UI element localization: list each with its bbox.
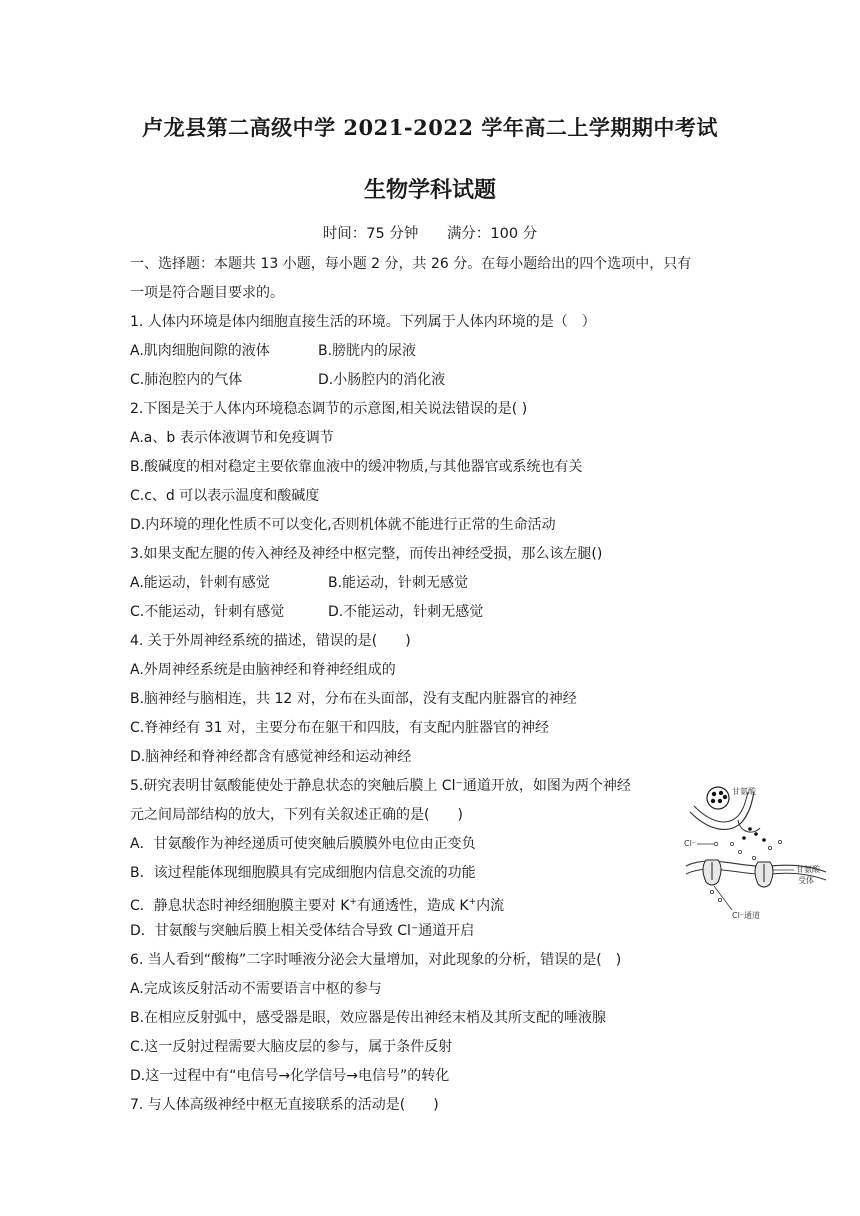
- q5-option-c-part2: 有通透性，造成 K: [356, 898, 469, 914]
- chloride-ion: [710, 890, 713, 893]
- label-receptor-line1: 甘氨酸: [796, 865, 820, 874]
- q2-option-c: C.c、d 可以表示温度和酸碱度: [130, 488, 320, 504]
- q1-option-d: D.小肠腔内的消化液: [318, 372, 446, 388]
- q1-stem: 1. 人体内环境是体内细胞直接生活的环境。下列属于人体内环境的是（ ）: [130, 314, 596, 330]
- label-channel: Cl⁻通道: [732, 911, 761, 920]
- q7-stem: 7. 与人体高级神经中枢无直接联系的活动是( ): [130, 1097, 439, 1113]
- superscript-plus: +: [349, 897, 357, 907]
- q2-option-d: D.内环境的理化性质不可以变化,否则机体就不能进行正常的生命活动: [130, 517, 556, 533]
- glycine-molecule: [754, 832, 758, 836]
- vesicle-dot: [711, 799, 715, 803]
- q6-option-c: C.这一反射过程需要大脑皮层的参与，属于条件反射: [130, 1039, 453, 1055]
- q6-stem: 6. 当人看到“酸梅”二字时唾液分泌会大量增加，对此现象的分析，错误的是( ): [130, 952, 622, 968]
- q3-option-d: D.不能运动，针刺无感觉: [328, 604, 484, 620]
- q3-stem: 3.如果支配左腿的传入神经及神经中枢完整，而传出神经受损，那么该左腿(): [130, 546, 603, 562]
- q4-stem: 4. 关于外周神经系统的描述，错误的是( ): [130, 633, 411, 649]
- glycine-molecule: [742, 836, 746, 840]
- vesicle-dot: [712, 792, 716, 796]
- q4-option-a: A.外周神经系统是由脑神经和脊神经组成的: [130, 662, 396, 678]
- q4-option-c: C.脊神经有 31 对，主要分布在躯干和四肢，有支配内脏器官的神经: [130, 720, 549, 736]
- chloride-ion: [778, 840, 781, 843]
- q6-option-a: A.完成该反射活动不需要语言中枢的参与: [130, 981, 382, 997]
- q1-options-row1: [130, 342, 417, 360]
- label-cl: Cl⁻: [684, 839, 697, 848]
- vesicle-dot: [718, 799, 722, 803]
- q5-stem-line1: 5.研究表明甘氨酸能使处于静息状态的突触后膜上 Cl⁻通道开放，如图为两个神经: [130, 778, 631, 794]
- q1-options-row2: [130, 371, 446, 389]
- q5-option-c: [130, 893, 504, 915]
- q4-option-d: D.脑神经和脊神经都含有感觉神经和运动神经: [130, 749, 412, 765]
- chloride-ion: [718, 898, 721, 901]
- vesicle-dot: [719, 791, 723, 795]
- glycine-molecule: [762, 838, 766, 842]
- q3-options-row2: [130, 603, 484, 621]
- q1-option-a: A.肌肉细胞间隙的液体: [130, 343, 270, 359]
- q6-option-b: B.在相应反射弧中，感受器是眼，效应器是传出神经末梢及其所支配的唾液腺: [130, 1010, 607, 1026]
- exam-time: 时间：75 分钟: [322, 226, 419, 242]
- synapse-diagram: [680, 782, 830, 930]
- exam-title: 卢龙县第二高级中学 2021-2022 学年高二上学期期中考试: [142, 115, 718, 140]
- q2-stem: 2.下图是关于人体内环境稳态调节的示意图,相关说法错误的是( ): [130, 401, 528, 417]
- label-channel-leader: [714, 886, 732, 910]
- q5-option-c-part1: C．静息状态时神经细胞膜主要对 K: [130, 898, 350, 914]
- q5-option-b: B．该过程能体现细胞膜具有完成细胞内信息交流的功能: [130, 865, 476, 881]
- q3-option-b: B.能运动，针刺无感觉: [328, 575, 469, 591]
- q2-option-b: B.酸碱度的相对稳定主要依靠血液中的缓冲物质,与其他器官或系统也有关: [130, 459, 583, 475]
- q1-option-c: C.肺泡腔内的气体: [130, 372, 243, 388]
- q2-option-a: A.a、b 表示体液调节和免疫调节: [130, 430, 334, 446]
- section-intro-line2: 一项是符合题目要求的。: [130, 285, 284, 301]
- label-receptor-line2: 受体: [798, 876, 814, 885]
- q3-option-c: C.不能运动，针刺有感觉: [130, 604, 285, 620]
- exam-subtitle: 生物学科试题: [363, 177, 496, 203]
- synapse-diagram-svg: [680, 782, 830, 930]
- chloride-ion: [730, 842, 733, 845]
- q5-option-a: A．甘氨酸作为神经递质可使突触后膜膜外电位由正变负: [130, 836, 476, 852]
- chloride-ion: [714, 842, 718, 846]
- vesicle-dot: [723, 795, 727, 799]
- label-glycine: 甘氨酸: [732, 787, 756, 796]
- section-intro-line1: 一、选择题：本题共 13 小题，每小题 2 分，共 26 分。在每小题给出的四个选项中，只有: [130, 256, 692, 272]
- q5-option-d: D．甘氨酸与突触后膜上相关受体结合导致 Cl⁻通道开启: [130, 923, 475, 939]
- q6-option-d: D.这一过程中有“电信号→化学信号→电信号”的转化: [130, 1068, 450, 1084]
- exam-meta: [0, 222, 860, 243]
- superscript-plus: +: [468, 897, 477, 907]
- q1-option-b: B.膀胱内的尿液: [318, 343, 417, 359]
- exam-score: 满分：100 分: [446, 226, 538, 242]
- glycine-molecule: [748, 827, 752, 831]
- q4-option-b: B.脑神经与脑相连，共 12 对，分布在头面部，没有支配内脏器官的神经: [130, 691, 577, 707]
- chloride-ion: [738, 850, 741, 853]
- q5-option-c-part3: 内流: [476, 898, 505, 914]
- q5-stem-line2: 元之间局部结构的放大，下列有关叙述正确的是( ): [130, 807, 463, 823]
- q3-options-row1: [130, 574, 469, 592]
- q3-option-a: A.能运动，针刺有感觉: [130, 575, 270, 591]
- chloride-ion: [768, 846, 771, 849]
- chloride-ion: [752, 856, 755, 859]
